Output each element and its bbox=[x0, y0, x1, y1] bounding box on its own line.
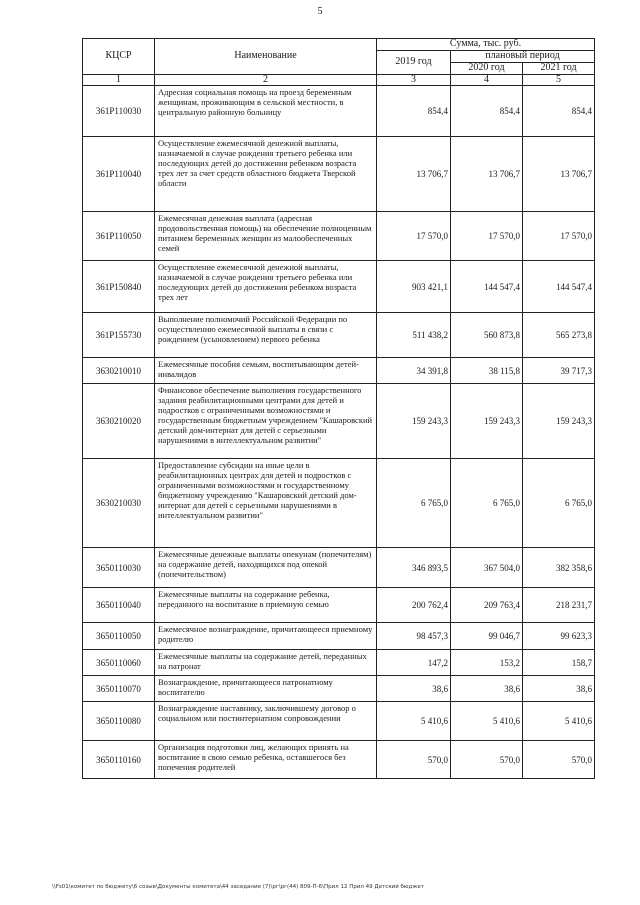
value-2019: 5 410,6 bbox=[377, 702, 451, 741]
value-2019: 147,2 bbox=[377, 650, 451, 676]
row-code: 361P110030 bbox=[83, 86, 155, 137]
value-2019: 34 391,8 bbox=[377, 358, 451, 384]
column-number: 4 bbox=[451, 75, 523, 86]
row-name: Осуществление ежемесячной денежной выплаты, назначаемой в случае рождения третьего ребенка или последующих детей до достижения ребенком возраста трех лет bbox=[155, 261, 377, 313]
header-year-2019: 2019 год bbox=[377, 51, 451, 75]
column-number: 5 bbox=[523, 75, 595, 86]
value-2021: 39 717,3 bbox=[523, 358, 595, 384]
row-name: Финансовое обеспечение выполнения государственного задания реабилитационными центрами для детей и подростков с ограниченными возможностями и государственным бюджетным учреждением "Кашаровский детский дом-интернат для детей с серьезными нарушениями в интеллектуальном развитии" bbox=[155, 384, 377, 459]
value-2019: 854,4 bbox=[377, 86, 451, 137]
row-code: 361P155730 bbox=[83, 313, 155, 358]
row-name: Адресная социальная помощь на проезд беременным женщинам, проживающим в сельской местности, в центральную районную больницу bbox=[155, 86, 377, 137]
row-name: Ежемесячные выплаты на содержание детей, переданных на патронат bbox=[155, 650, 377, 676]
row-code: 3630210030 bbox=[83, 459, 155, 548]
row-code: 3650110160 bbox=[83, 741, 155, 779]
table-header bbox=[83, 39, 595, 86]
row-name: Выполнение полномочий Российской Федерации по осуществлению ежемесячной выплаты в связи с рождением (усыновлением) первого ребенка bbox=[155, 313, 377, 358]
table-row bbox=[83, 212, 595, 261]
row-name: Ежемесячная денежная выплата (адресная продовольственная помощь) на обеспечение полноценным питанием беременных женщин из малообеспеченных семей bbox=[155, 212, 377, 261]
table-row bbox=[83, 459, 595, 548]
value-2021: 38,6 bbox=[523, 676, 595, 702]
value-2019: 98 457,3 bbox=[377, 623, 451, 650]
page-number: 5 bbox=[317, 6, 323, 17]
value-2019: 511 438,2 bbox=[377, 313, 451, 358]
value-2020: 560 873,8 bbox=[451, 313, 523, 358]
column-numbers-row bbox=[83, 75, 595, 86]
row-name: Ежемесячные пособия семьям, воспитывающим детей-инвалидов bbox=[155, 358, 377, 384]
value-2021: 158,7 bbox=[523, 650, 595, 676]
header-year-2021: 2021 год bbox=[523, 63, 595, 75]
value-2021: 99 623,3 bbox=[523, 623, 595, 650]
value-2020: 367 504,0 bbox=[451, 548, 523, 588]
value-2020: 13 706,7 bbox=[451, 137, 523, 212]
value-2020: 5 410,6 bbox=[451, 702, 523, 741]
header-year-2020: 2020 год bbox=[451, 63, 523, 75]
row-code: 3650110060 bbox=[83, 650, 155, 676]
value-2020: 854,4 bbox=[451, 86, 523, 137]
value-2019: 200 762,4 bbox=[377, 588, 451, 623]
table-row bbox=[83, 548, 595, 588]
row-name: Осуществление ежемесячной денежной выплаты, назначаемой в случае рождения третьего ребенка или последующих детей до достижения ребенком возраста трех лет за счет средств областного бюджета Тверской области bbox=[155, 137, 377, 212]
value-2019: 6 765,0 bbox=[377, 459, 451, 548]
table-row bbox=[83, 384, 595, 459]
value-2021: 570,0 bbox=[523, 741, 595, 779]
table-row bbox=[83, 676, 595, 702]
value-2021: 854,4 bbox=[523, 86, 595, 137]
value-2021: 218 231,7 bbox=[523, 588, 595, 623]
column-number: 2 bbox=[155, 75, 377, 86]
value-2020: 570,0 bbox=[451, 741, 523, 779]
row-code: 3650110070 bbox=[83, 676, 155, 702]
value-2019: 570,0 bbox=[377, 741, 451, 779]
row-name: Предоставление субсидии на иные цели в реабилитационных центрах для детей и подростков с ограниченными возможностями и государственному бюджетному учреждению "Кашаровский детский дом-интернат для детей с серьезными нарушениями в интеллектуальном развитии" bbox=[155, 459, 377, 548]
header-amount: Сумма, тыс. руб. bbox=[377, 39, 595, 51]
budget-table bbox=[82, 38, 595, 779]
value-2021: 382 358,6 bbox=[523, 548, 595, 588]
row-code: 3650110030 bbox=[83, 548, 155, 588]
value-2020: 38,6 bbox=[451, 676, 523, 702]
table-row bbox=[83, 86, 595, 137]
value-2021: 565 273,8 bbox=[523, 313, 595, 358]
table-row bbox=[83, 650, 595, 676]
row-code: 361P110050 bbox=[83, 212, 155, 261]
column-number: 1 bbox=[83, 75, 155, 86]
table-row bbox=[83, 702, 595, 741]
footer-file-path: \\Fs01\комитет по бюджету\6 созыв\Документы комитета\44 заседание (7)\рг\рг(44) 809-П-6\Прил 12 Прил 49 Детский бюджет bbox=[52, 884, 424, 890]
row-name: Ежемесячные денежные выплаты опекунам (попечителям) на содержание детей, находящихся под опекой (попечительством) bbox=[155, 548, 377, 588]
row-code: 3650110040 bbox=[83, 588, 155, 623]
value-2019: 903 421,1 bbox=[377, 261, 451, 313]
table-row bbox=[83, 313, 595, 358]
value-2020: 6 765,0 bbox=[451, 459, 523, 548]
header-name: Наименование bbox=[155, 39, 377, 75]
value-2020: 153,2 bbox=[451, 650, 523, 676]
table-row bbox=[83, 358, 595, 384]
value-2020: 209 763,4 bbox=[451, 588, 523, 623]
value-2019: 17 570,0 bbox=[377, 212, 451, 261]
value-2020: 38 115,8 bbox=[451, 358, 523, 384]
row-name: Вознаграждение наставнику, заключившему договор о социальном или постинтернатном сопровождении bbox=[155, 702, 377, 741]
row-code: 3650110080 bbox=[83, 702, 155, 741]
value-2019: 38,6 bbox=[377, 676, 451, 702]
row-code: 3650110050 bbox=[83, 623, 155, 650]
row-code: 361P150840 bbox=[83, 261, 155, 313]
table-row bbox=[83, 261, 595, 313]
value-2021: 159 243,3 bbox=[523, 384, 595, 459]
value-2019: 13 706,7 bbox=[377, 137, 451, 212]
row-name: Ежемесячные выплаты на содержание ребенка, переданного на воспитание в приемную семью bbox=[155, 588, 377, 623]
value-2021: 144 547,4 bbox=[523, 261, 595, 313]
value-2020: 144 547,4 bbox=[451, 261, 523, 313]
value-2019: 346 893,5 bbox=[377, 548, 451, 588]
row-name: Вознаграждение, причитающееся патронатному воспитателю bbox=[155, 676, 377, 702]
header-code: КЦСР bbox=[83, 39, 155, 75]
row-code: 361P110040 bbox=[83, 137, 155, 212]
value-2020: 17 570,0 bbox=[451, 212, 523, 261]
value-2021: 17 570,0 bbox=[523, 212, 595, 261]
value-2021: 13 706,7 bbox=[523, 137, 595, 212]
value-2021: 5 410,6 bbox=[523, 702, 595, 741]
row-name: Ежемесячное вознаграждение, причитающееся приемному родителю bbox=[155, 623, 377, 650]
table-row bbox=[83, 588, 595, 623]
row-code: 3630210020 bbox=[83, 384, 155, 459]
table-row bbox=[83, 137, 595, 212]
table-row bbox=[83, 623, 595, 650]
value-2021: 6 765,0 bbox=[523, 459, 595, 548]
row-code: 3630210010 bbox=[83, 358, 155, 384]
column-number: 3 bbox=[377, 75, 451, 86]
table-row bbox=[83, 741, 595, 779]
row-name: Организация подготовки лиц, желающих принять на воспитание в свою семью ребенка, оставшегося без попечения родителей bbox=[155, 741, 377, 779]
header-plan-period: плановый период bbox=[451, 51, 595, 63]
value-2019: 159 243,3 bbox=[377, 384, 451, 459]
value-2020: 99 046,7 bbox=[451, 623, 523, 650]
value-2020: 159 243,3 bbox=[451, 384, 523, 459]
